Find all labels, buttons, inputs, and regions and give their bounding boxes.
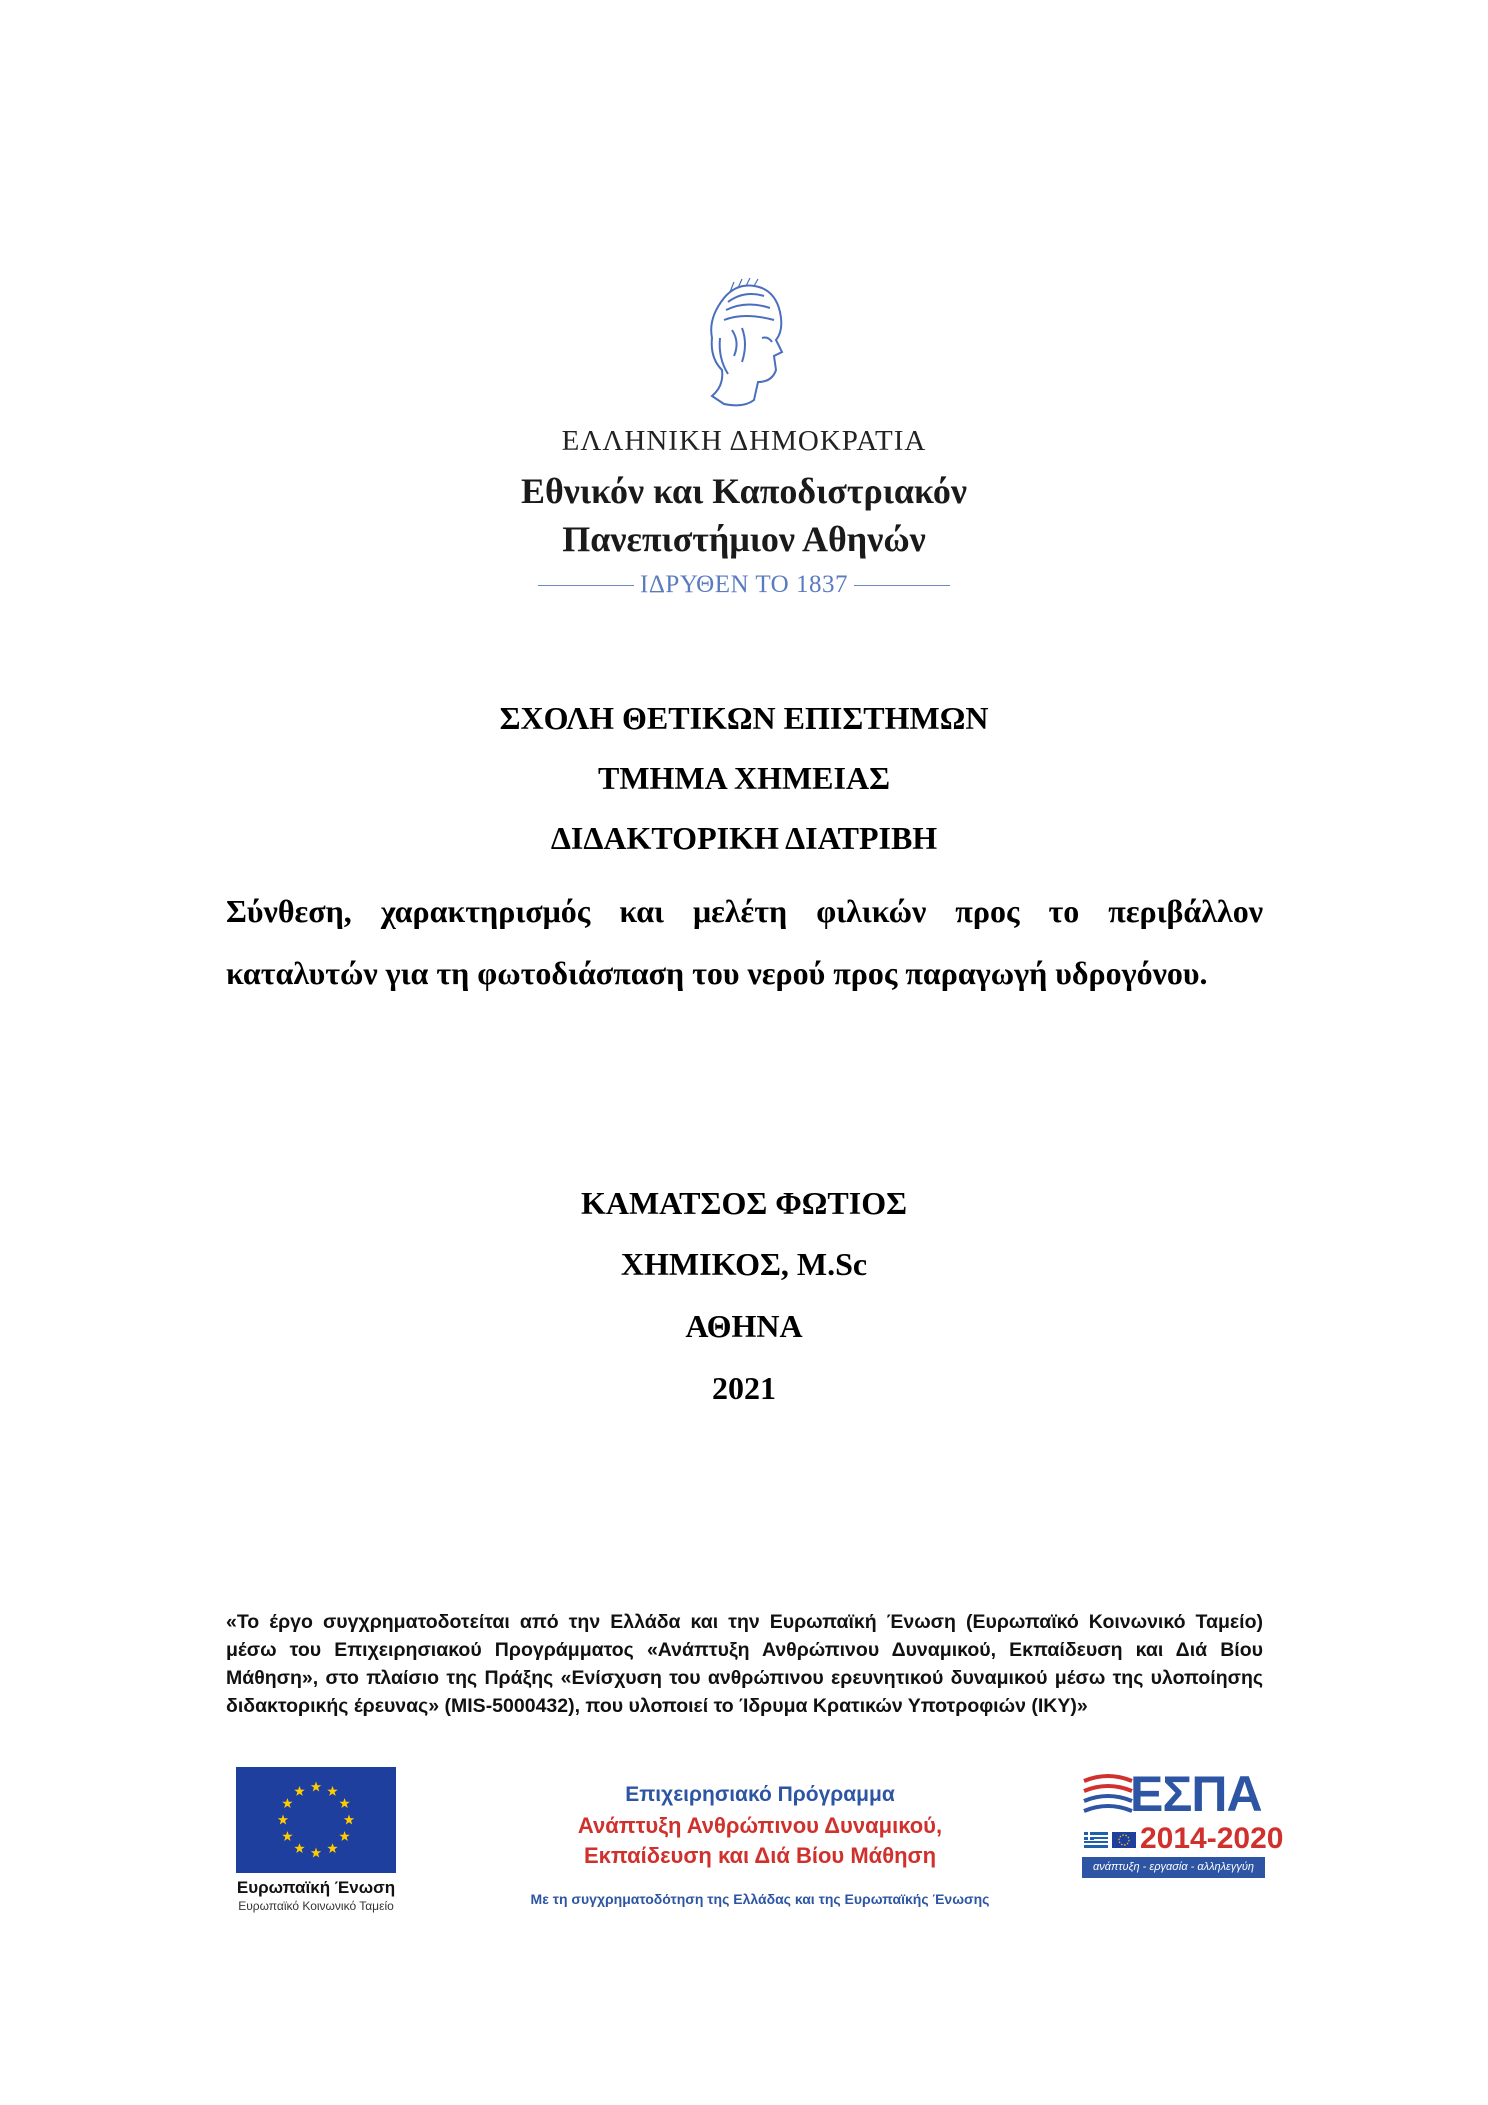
eu-caption: Ευρωπαϊκή Ένωση — [236, 1878, 396, 1897]
divider — [854, 585, 950, 586]
founded-line — [538, 568, 950, 602]
university-name-line2: Πανεπιστήμιον Αθηνών — [562, 519, 926, 559]
year: 2021 — [712, 1370, 776, 1406]
divider — [538, 585, 634, 586]
espa-slogan: ανάπτυξη - εργασία - αλληλεγγύη — [1082, 1857, 1265, 1878]
thesis-title: Σύνθεση, χαρακτηρισμός και μελέτη φιλικών προς το περιβάλλον καταλυτών για τη φωτοδιάσπαση του νερού προς παραγωγή υδρογόνου. — [226, 893, 1263, 991]
university-name-line1: Εθνικόν και Καποδιστριακόν — [521, 471, 967, 511]
republic-label: ΕΛΛΗΝΙΚΗ ΔΗΜΟΚΡΑΤΙΑ — [561, 425, 927, 457]
city: ΑΘΗΝΑ — [685, 1308, 803, 1344]
author-name: ΚΑΜΑΤΣΟΣ ΦΩΤΙΟΣ — [580, 1185, 908, 1221]
programme-label: Επιχειρησιακό Πρόγραμμα — [625, 1783, 895, 1806]
espa-wordmark: ΕΣΠΑ — [1130, 1766, 1262, 1822]
founded-text: ΙΔΡΥΘΕΝ ΤΟ 1837 — [640, 571, 848, 598]
department-heading: ΤΜΗΜΑ ΧΗΜΕΙΑΣ — [597, 760, 890, 796]
cofunding-text: Με τη συγχρηματοδότηση της Ελλάδας και της Ευρωπαϊκής Ένωσης — [530, 1891, 990, 1907]
greece-eu-flags-icon — [1084, 1832, 1136, 1848]
eu-subcaption: Ευρωπαϊκό Κοινωνικό Ταμείο — [238, 1899, 394, 1913]
funding-note: «Το έργο συγχρηματοδοτείται από την Ελλάδα και την Ευρωπαϊκή Ένωση (Ευρωπαϊκό Κοινωνικό Ταμείο) μέσω του Επιχειρησιακού Προγράμματος «Ανάπτυξη Ανθρώπινου Δυναμικού, Εκπαίδευση και Διά Βίου Μάθηση», στο πλαίσιο της Πράξης «Ενίσχυση του ανθρώπινου ερευνητικού δυναμικού μέσω της υλοποίησης διδακτορικής έρευνας» (MIS-5000432), που υλοποιεί το Ίδρυμα Κρατικών Υποτροφιών (ΙΚΥ)» — [226, 1611, 1263, 1717]
programme-name-line2: Εκπαίδευση και Διά Βίου Μάθηση — [583, 1843, 937, 1868]
athena-head-icon — [684, 278, 804, 418]
school-heading: ΣΧΟΛΗ ΘΕΤΙΚΩΝ ΕΠΙΣΤΗΜΩΝ — [499, 700, 989, 736]
programme-name-line1: Ανάπτυξη Ανθρώπινου Δυναμικού, — [577, 1813, 943, 1838]
thesis-type-heading: ΔΙΔΑΚΤΟΡΙΚΗ ΔΙΑΤΡΙΒΗ — [550, 820, 938, 856]
eu-flag-icon — [236, 1767, 396, 1873]
espa-wave-icon — [1082, 1771, 1134, 1819]
author-degree: ΧΗΜΙΚΟΣ, M.Sc — [620, 1246, 868, 1282]
espa-years: 2014-2020 — [1140, 1822, 1284, 1855]
